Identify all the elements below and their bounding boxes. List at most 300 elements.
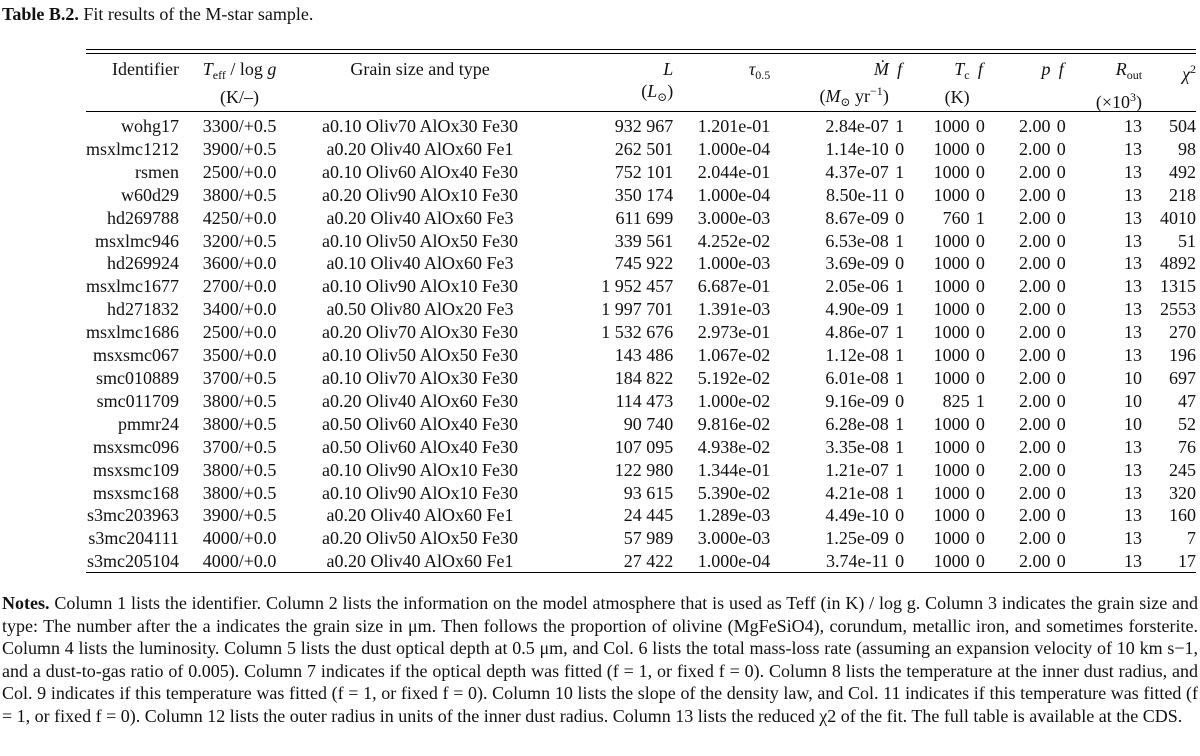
table-row xyxy=(86,115,1196,138)
cell-f2: 0 xyxy=(975,253,985,274)
table-row xyxy=(86,207,1196,230)
header-rout: $R_{out}$ $(\times 10^3)$ xyxy=(1095,59,1143,112)
cell-tc: 1000 xyxy=(933,161,970,182)
table-caption xyxy=(2,4,313,25)
cell-f2: 0 xyxy=(975,276,985,297)
cell-tau: 5.192e-02 xyxy=(697,367,771,388)
cell-p: 2.00 xyxy=(1018,528,1051,549)
table-row xyxy=(86,275,1196,298)
cell-teff-logg: 3800/+0.5 xyxy=(202,390,277,411)
cell-f3: 0 xyxy=(1056,322,1066,343)
cell-grain: a0.10 Oliv50 AlOx50 Fe30 xyxy=(322,345,519,366)
cell-teff-logg: 3800/+0.5 xyxy=(202,482,277,503)
cell-chi2: 320 xyxy=(1169,482,1196,503)
cell-luminosity: 745 922 xyxy=(614,253,674,274)
cell-chi2: 504 xyxy=(1169,116,1196,136)
table-row xyxy=(86,321,1196,344)
cell-f2: 0 xyxy=(975,436,985,457)
cell-grain: a0.10 Oliv70 AlOx30 Fe30 xyxy=(322,367,519,388)
cell-f3: 0 xyxy=(1056,276,1066,297)
cell-f1: 1 xyxy=(895,482,905,503)
cell-mdot: 4.90e-09 xyxy=(825,299,889,320)
table-row xyxy=(86,413,1196,436)
cell-f1: 1 xyxy=(895,345,905,366)
cell-f2: 0 xyxy=(975,116,985,136)
cell-identifier: smc010889 xyxy=(95,367,179,388)
cell-tc: 1000 xyxy=(933,551,970,572)
cell-tau: 9.816e-02 xyxy=(697,413,771,434)
cell-identifier: smc011709 xyxy=(96,390,179,411)
cell-rout: 10 xyxy=(1124,390,1143,411)
cell-f1: 0 xyxy=(895,253,905,274)
cell-f3: 0 xyxy=(1056,528,1066,549)
table-row xyxy=(86,138,1196,161)
cell-mdot: 1.12e-08 xyxy=(825,345,889,366)
cell-tau: 4.938e-02 xyxy=(697,436,771,457)
cell-f1: 0 xyxy=(895,138,905,159)
header-luminosity: L $(L_⊙)$ xyxy=(641,59,674,104)
cell-teff-logg: 3800/+0.5 xyxy=(202,413,277,434)
cell-luminosity: 752 101 xyxy=(614,161,674,182)
header-grain: Grain size and type xyxy=(350,59,490,79)
cell-tau: 1.067e-02 xyxy=(697,345,771,366)
cell-f1: 0 xyxy=(895,551,905,572)
cell-tau: 1.000e-02 xyxy=(697,390,771,411)
cell-f2: 0 xyxy=(975,138,985,159)
table-row xyxy=(86,298,1196,321)
cell-teff-logg: 3500/+0.0 xyxy=(202,345,277,366)
cell-chi2: 2553 xyxy=(1160,299,1196,320)
cell-p: 2.00 xyxy=(1018,207,1051,228)
cell-identifier: rsmen xyxy=(134,161,179,182)
cell-p: 2.00 xyxy=(1018,322,1051,343)
cell-mdot: 4.21e-08 xyxy=(825,482,889,503)
cell-identifier: s3mc203963 xyxy=(86,505,179,526)
cell-luminosity: 90 740 xyxy=(623,413,674,434)
table-row xyxy=(86,184,1196,207)
cell-rout: 13 xyxy=(1124,161,1143,182)
cell-f2: 0 xyxy=(975,505,985,526)
cell-chi2: 1315 xyxy=(1160,276,1196,297)
cell-chi2: 17 xyxy=(1178,551,1196,572)
cell-luminosity: 1 532 676 xyxy=(601,322,674,343)
cell-f1: 1 xyxy=(895,367,905,388)
cell-teff-logg: 2500/+0.0 xyxy=(202,161,277,182)
cell-identifier: msxlmc946 xyxy=(94,230,179,251)
cell-tau: 2.973e-01 xyxy=(697,322,771,343)
cell-mdot: 3.69e-09 xyxy=(825,253,889,274)
cell-chi2: 47 xyxy=(1178,390,1196,411)
cell-luminosity: 350 174 xyxy=(614,184,674,205)
cell-mdot: 1.14e-10 xyxy=(825,138,889,159)
cell-tau: 1.000e-03 xyxy=(697,253,771,274)
header-f1: f xyxy=(897,59,903,79)
cell-f1: 0 xyxy=(895,207,905,228)
cell-rout: 13 xyxy=(1124,207,1143,228)
cell-rout: 13 xyxy=(1124,528,1143,549)
table-row xyxy=(86,482,1196,505)
cell-f2: 1 xyxy=(975,390,985,411)
cell-tau: 5.390e-02 xyxy=(697,482,771,503)
cell-p: 2.00 xyxy=(1018,299,1051,320)
table-row xyxy=(86,436,1196,459)
cell-mdot: 8.50e-11 xyxy=(825,184,889,205)
cell-grain: a0.20 Oliv90 AlOx10 Fe30 xyxy=(322,184,519,205)
cell-luminosity: 24 445 xyxy=(623,505,674,526)
table-row xyxy=(86,390,1196,413)
cell-f2: 0 xyxy=(975,367,985,388)
cell-grain: a0.20 Oliv40 AlOx60 Fe1 xyxy=(326,505,514,526)
cell-tc: 825 xyxy=(942,390,970,411)
cell-identifier: msxsmc109 xyxy=(92,459,179,480)
cell-tc: 1000 xyxy=(933,299,970,320)
cell-rout: 13 xyxy=(1124,138,1143,159)
cell-f3: 0 xyxy=(1056,299,1066,320)
cell-rout: 13 xyxy=(1124,551,1143,572)
cell-f3: 0 xyxy=(1056,436,1066,457)
cell-rout: 13 xyxy=(1124,459,1143,480)
cell-luminosity: 143 486 xyxy=(614,345,674,366)
cell-grain: a0.10 Oliv50 AlOx50 Fe30 xyxy=(322,230,519,251)
cell-f1: 1 xyxy=(895,230,905,251)
cell-grain: a0.20 Oliv70 AlOx30 Fe30 xyxy=(322,322,519,343)
cell-f3: 0 xyxy=(1056,505,1066,526)
cell-chi2: 196 xyxy=(1169,345,1196,366)
header-chi2: $\chi^2$ xyxy=(1182,62,1196,84)
cell-f1: 0 xyxy=(895,184,905,205)
cell-mdot: 3.35e-08 xyxy=(825,436,889,457)
cell-rout: 13 xyxy=(1124,482,1143,503)
cell-grain: a0.10 Oliv40 AlOx60 Fe3 xyxy=(326,253,514,274)
cell-f3: 0 xyxy=(1056,482,1066,503)
cell-rout: 10 xyxy=(1124,413,1143,434)
cell-tc: 1000 xyxy=(933,138,970,159)
cell-rout: 13 xyxy=(1124,230,1143,251)
cell-grain: a0.50 Oliv60 AlOx40 Fe30 xyxy=(322,436,519,457)
cell-teff-logg: 4000/+0.0 xyxy=(202,528,277,549)
cell-p: 2.00 xyxy=(1018,390,1051,411)
cell-f1: 1 xyxy=(895,299,905,320)
cell-f3: 0 xyxy=(1056,138,1066,159)
cell-teff-logg: 3400/+0.0 xyxy=(202,299,277,320)
cell-tau: 1.000e-04 xyxy=(697,184,771,205)
cell-tc: 1000 xyxy=(933,116,970,136)
top-rule xyxy=(86,49,1196,50)
header-teff-logg: $T_{eff}$ / log g (K/–) xyxy=(202,59,277,107)
cell-f2: 0 xyxy=(975,551,985,572)
cell-identifier: msxsmc168 xyxy=(92,482,179,503)
cell-teff-logg: 3800/+0.5 xyxy=(202,459,277,480)
cell-mdot: 6.28e-08 xyxy=(825,413,889,434)
cell-p: 2.00 xyxy=(1018,116,1051,136)
table-row xyxy=(86,459,1196,482)
cell-grain: a0.20 Oliv40 AlOx60 Fe1 xyxy=(326,551,514,572)
cell-f2: 0 xyxy=(975,230,985,251)
cell-identifier: msxlmc1677 xyxy=(86,276,179,297)
header-tc: $T_c$ (K) xyxy=(944,59,970,107)
cell-tc: 1000 xyxy=(933,459,970,480)
cell-tau: 1.000e-04 xyxy=(697,138,771,159)
cell-teff-logg: 3700/+0.5 xyxy=(202,367,277,388)
cell-chi2: 4010 xyxy=(1160,207,1196,228)
cell-tau: 2.044e-01 xyxy=(697,161,771,182)
cell-f1: 1 xyxy=(895,116,905,136)
table-header-row xyxy=(86,56,1196,115)
header-identifier: Identifier xyxy=(112,59,179,79)
cell-f1: 1 xyxy=(895,436,905,457)
cell-f3: 0 xyxy=(1056,184,1066,205)
cell-mdot: 4.37e-07 xyxy=(825,161,889,182)
cell-tau: 1.201e-01 xyxy=(697,116,771,136)
cell-rout: 13 xyxy=(1124,505,1143,526)
table-row xyxy=(86,550,1196,573)
cell-p: 2.00 xyxy=(1018,551,1051,572)
cell-rout: 13 xyxy=(1124,184,1143,205)
cell-tau: 4.252e-02 xyxy=(697,230,771,251)
cell-teff-logg: 3900/+0.5 xyxy=(202,505,277,526)
cell-tau: 1.344e-01 xyxy=(697,459,771,480)
cell-chi2: 98 xyxy=(1178,138,1196,159)
table-notes xyxy=(2,592,1198,728)
table-row xyxy=(86,504,1196,527)
cell-mdot: 2.84e-07 xyxy=(825,116,889,136)
notes-label: Notes. xyxy=(2,593,50,613)
cell-grain: a0.10 Oliv70 AlOx30 Fe30 xyxy=(322,116,519,136)
cell-f2: 0 xyxy=(975,345,985,366)
cell-identifier: hd269788 xyxy=(106,207,179,228)
cell-p: 2.00 xyxy=(1018,459,1051,480)
cell-tau: 1.289e-03 xyxy=(697,505,771,526)
cell-luminosity: 57 989 xyxy=(623,528,674,549)
cell-p: 2.00 xyxy=(1018,184,1051,205)
cell-chi2: 76 xyxy=(1178,436,1196,457)
cell-f3: 0 xyxy=(1056,116,1066,136)
cell-f1: 1 xyxy=(895,276,905,297)
cell-rout: 13 xyxy=(1124,299,1143,320)
cell-f2: 0 xyxy=(975,413,985,434)
cell-tau: 1.391e-03 xyxy=(697,299,771,320)
cell-f2: 1 xyxy=(975,207,985,228)
cell-chi2: 245 xyxy=(1169,459,1196,480)
cell-rout: 13 xyxy=(1124,276,1143,297)
cell-tc: 1000 xyxy=(933,482,970,503)
cell-teff-logg: 2700/+0.0 xyxy=(202,276,277,297)
cell-tc: 1000 xyxy=(933,184,970,205)
cell-grain: a0.50 Oliv80 AlOx20 Fe3 xyxy=(326,299,514,320)
cell-teff-logg: 3900/+0.5 xyxy=(202,138,277,159)
cell-tau: 3.000e-03 xyxy=(697,528,771,549)
cell-f2: 0 xyxy=(975,459,985,480)
cell-f1: 1 xyxy=(895,413,905,434)
cell-tau: 3.000e-03 xyxy=(697,207,771,228)
cell-f3: 0 xyxy=(1056,345,1066,366)
cell-luminosity: 114 473 xyxy=(615,390,674,411)
cell-p: 2.00 xyxy=(1018,345,1051,366)
header-mdot: Ṁ ($M_⊙$ $yr^{-1}$) xyxy=(819,59,889,109)
cell-luminosity: 184 822 xyxy=(614,367,674,388)
cell-p: 2.00 xyxy=(1018,436,1051,457)
cell-grain: a0.10 Oliv90 AlOx10 Fe30 xyxy=(322,482,519,503)
cell-luminosity: 122 980 xyxy=(614,459,674,480)
table-row xyxy=(86,252,1196,275)
cell-mdot: 4.49e-10 xyxy=(825,505,889,526)
cell-chi2: 160 xyxy=(1169,505,1196,526)
cell-teff-logg: 3200/+0.5 xyxy=(202,230,277,251)
cell-f1: 0 xyxy=(895,505,905,526)
cell-chi2: 218 xyxy=(1169,184,1196,205)
cell-p: 2.00 xyxy=(1018,505,1051,526)
cell-teff-logg: 4250/+0.0 xyxy=(202,207,277,228)
cell-identifier: msxlmc1212 xyxy=(86,138,179,159)
cell-identifier: msxsmc096 xyxy=(92,436,179,457)
cell-rout: 13 xyxy=(1124,345,1143,366)
cell-f2: 0 xyxy=(975,161,985,182)
cell-luminosity: 1 997 701 xyxy=(601,299,674,320)
cell-chi2: 492 xyxy=(1169,161,1196,182)
cell-tc: 760 xyxy=(942,207,970,228)
cell-grain: a0.50 Oliv60 AlOx40 Fe30 xyxy=(322,413,519,434)
table-body xyxy=(86,115,1196,573)
cell-luminosity: 262 501 xyxy=(614,138,674,159)
cell-luminosity: 932 967 xyxy=(614,116,674,136)
cell-rout: 13 xyxy=(1124,253,1143,274)
cell-mdot: 9.16e-09 xyxy=(825,390,889,411)
cell-mdot: 2.05e-06 xyxy=(825,276,889,297)
cell-luminosity: 1 952 457 xyxy=(601,276,674,297)
cell-identifier: msxsmc067 xyxy=(92,345,179,366)
cell-f2: 0 xyxy=(975,184,985,205)
cell-mdot: 8.67e-09 xyxy=(825,207,889,228)
cell-mdot: 4.86e-07 xyxy=(825,322,889,343)
cell-luminosity: 611 699 xyxy=(615,207,674,228)
cell-p: 2.00 xyxy=(1018,138,1051,159)
cell-f3: 0 xyxy=(1056,551,1066,572)
cell-mdot: 6.53e-08 xyxy=(825,230,889,251)
cell-identifier: wohg17 xyxy=(120,116,179,136)
cell-grain: a0.20 Oliv40 AlOx60 Fe3 xyxy=(326,207,514,228)
cell-luminosity: 93 615 xyxy=(623,482,674,503)
table-caption-text: Fit results of the M-star sample. xyxy=(78,4,314,24)
cell-teff-logg: 3700/+0.5 xyxy=(202,436,277,457)
header-f2: f xyxy=(977,59,983,79)
cell-mdot: 1.25e-09 xyxy=(825,528,889,549)
cell-p: 2.00 xyxy=(1018,276,1051,297)
cell-mdot: 6.01e-08 xyxy=(825,367,889,388)
cell-tc: 1000 xyxy=(933,230,970,251)
cell-identifier: pmmr24 xyxy=(117,413,179,434)
cell-teff-logg: 3600/+0.0 xyxy=(202,253,277,274)
table-row xyxy=(86,367,1196,390)
cell-chi2: 7 xyxy=(1187,528,1196,549)
cell-tc: 1000 xyxy=(933,367,970,388)
cell-tc: 1000 xyxy=(933,528,970,549)
cell-f3: 0 xyxy=(1056,253,1066,274)
cell-luminosity: 339 561 xyxy=(614,230,674,251)
cell-f3: 0 xyxy=(1056,459,1066,480)
cell-mdot: 1.21e-07 xyxy=(825,459,889,480)
cell-p: 2.00 xyxy=(1018,230,1051,251)
cell-f1: 1 xyxy=(895,459,905,480)
header-tau: $\tau_{0.5}$ xyxy=(748,59,771,82)
header-p: p xyxy=(1041,59,1051,79)
cell-chi2: 4892 xyxy=(1160,253,1196,274)
cell-tau: 1.000e-04 xyxy=(697,551,771,572)
cell-f3: 0 xyxy=(1056,367,1066,388)
cell-chi2: 697 xyxy=(1169,367,1196,388)
cell-f2: 0 xyxy=(975,299,985,320)
cell-f3: 0 xyxy=(1056,413,1066,434)
cell-grain: a0.10 Oliv90 AlOx10 Fe30 xyxy=(322,459,519,480)
cell-teff-logg: 3800/+0.5 xyxy=(202,184,277,205)
cell-grain: a0.10 Oliv60 AlOx40 Fe30 xyxy=(322,161,519,182)
cell-rout: 13 xyxy=(1124,116,1143,136)
cell-rout: 13 xyxy=(1124,436,1143,457)
cell-grain: a0.20 Oliv50 AlOx50 Fe30 xyxy=(322,528,519,549)
cell-identifier: hd271832 xyxy=(106,299,179,320)
cell-identifier: s3mc205104 xyxy=(86,551,179,572)
cell-teff-logg: 2500/+0.0 xyxy=(202,322,277,343)
cell-f1: 1 xyxy=(895,322,905,343)
cell-f3: 0 xyxy=(1056,230,1066,251)
top-rule-double xyxy=(86,53,1196,54)
cell-tc: 1000 xyxy=(933,345,970,366)
cell-f3: 0 xyxy=(1056,390,1066,411)
cell-chi2: 52 xyxy=(1178,413,1196,434)
cell-p: 2.00 xyxy=(1018,482,1051,503)
cell-chi2: 270 xyxy=(1169,322,1196,343)
table-row xyxy=(86,230,1196,253)
cell-p: 2.00 xyxy=(1018,367,1051,388)
cell-p: 2.00 xyxy=(1018,161,1051,182)
cell-grain: a0.10 Oliv90 AlOx10 Fe30 xyxy=(322,276,519,297)
cell-tc: 1000 xyxy=(933,253,970,274)
cell-f2: 0 xyxy=(975,322,985,343)
header-f3: f xyxy=(1058,59,1064,79)
cell-p: 2.00 xyxy=(1018,413,1051,434)
cell-tc: 1000 xyxy=(933,436,970,457)
notes-text: Column 1 lists the identifier. Column 2 lists the information on the model atmosphere that is used as Teff (in K) / log g. Column 3 indicates the grain size and type: The number after the a indicates the grain size in μm. Then follows the proportion of olivine (MgFeSiO4), corundum, metallic iron, and sometimes forsterite. Column 4 lists the luminosity. Column 5 lists the dust optical depth at 0.5 μm, and Col. 6 lists the total mass-loss rate (assuming an expansion velocity of 10 km s−1, and a dust-to-gas ratio of 0.005). Column 7 indicates if the optical depth was fitted (f = 1, or fixed f = 0). Column 8 lists the temperature at the inner dust radius, and Col. 9 indicates if this temperature was fitted (f = 1, or fixed f = 0). Column 10 lists the slope of the density law, and Col. 11 indicates if this temperature was fitted (f = 1, or fixed f = 0). Column 12 lists the outer radius in units of the inner dust radius. Column 13 lists the reduced χ2 of the fit. The full table is available at the CDS. xyxy=(2,593,1198,726)
cell-luminosity: 107 095 xyxy=(614,436,674,457)
cell-rout: 10 xyxy=(1124,367,1143,388)
cell-identifier: msxlmc1686 xyxy=(86,322,179,343)
cell-grain: a0.20 Oliv40 AlOx60 Fe1 xyxy=(326,138,514,159)
cell-tau: 6.687e-01 xyxy=(697,276,771,297)
cell-grain: a0.20 Oliv40 AlOx60 Fe30 xyxy=(322,390,519,411)
cell-rout: 13 xyxy=(1124,322,1143,343)
cell-f1: 1 xyxy=(895,161,905,182)
fit-results-table xyxy=(86,56,1196,573)
cell-f2: 0 xyxy=(975,528,985,549)
cell-tc: 1000 xyxy=(933,322,970,343)
cell-chi2: 51 xyxy=(1178,230,1196,251)
cell-p: 2.00 xyxy=(1018,253,1051,274)
table-caption-label: Table B.2. xyxy=(2,4,79,24)
cell-tc: 1000 xyxy=(933,505,970,526)
cell-tc: 1000 xyxy=(933,413,970,434)
cell-teff-logg: 3300/+0.5 xyxy=(202,116,277,136)
table-row xyxy=(86,161,1196,184)
cell-f3: 0 xyxy=(1056,207,1066,228)
cell-f3: 0 xyxy=(1056,161,1066,182)
cell-tc: 1000 xyxy=(933,276,970,297)
cell-luminosity: 27 422 xyxy=(623,551,674,572)
cell-f1: 0 xyxy=(895,528,905,549)
cell-identifier: hd269924 xyxy=(106,253,179,274)
table-row xyxy=(86,527,1196,550)
cell-f1: 0 xyxy=(895,390,905,411)
table-row xyxy=(86,344,1196,367)
cell-identifier: s3mc204111 xyxy=(88,528,179,549)
